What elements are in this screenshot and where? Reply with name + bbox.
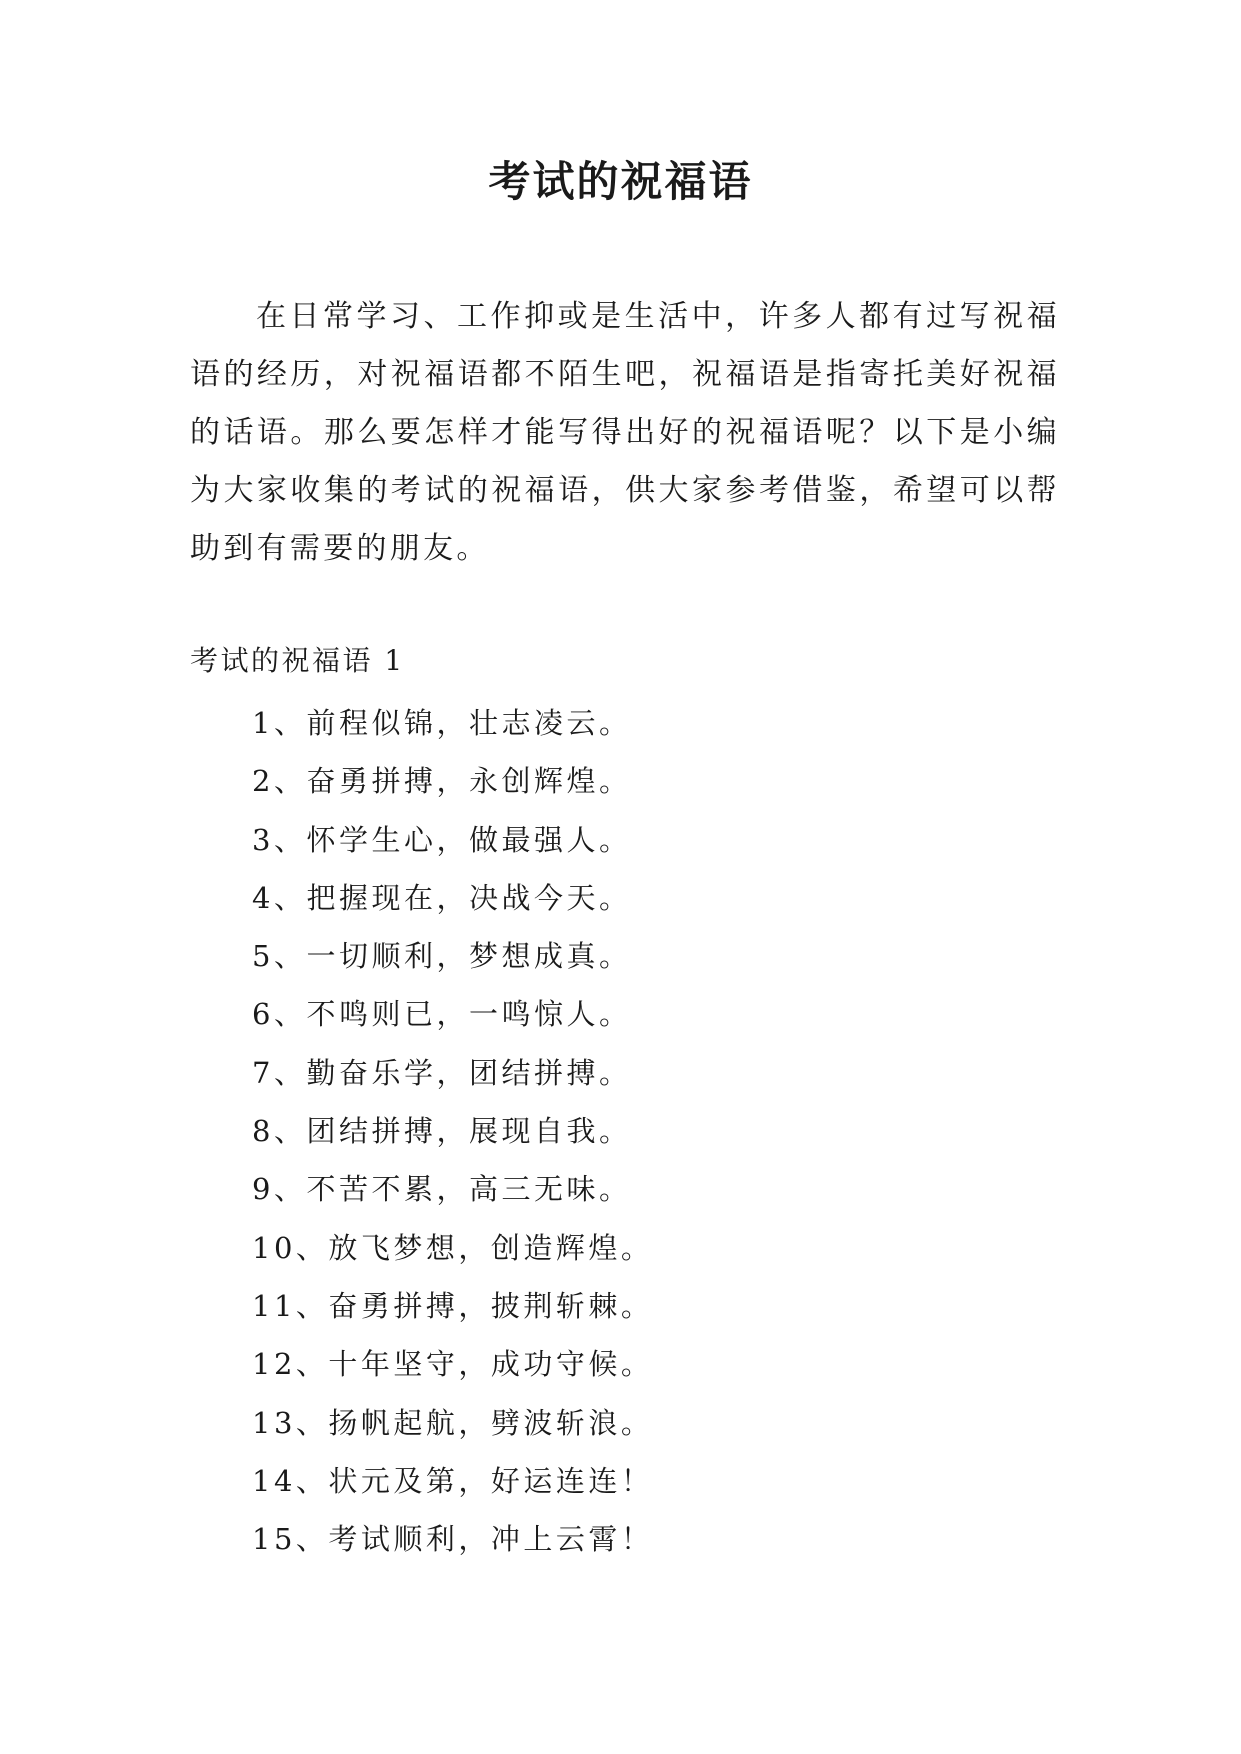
wish-item: 11、奋勇拼搏，披荆斩棘。 <box>252 1288 654 1323</box>
wish-item: 8、团结拼搏，展现自我。 <box>252 1114 632 1149</box>
wish-item: 2、奋勇拼搏，永创辉煌。 <box>252 764 632 799</box>
wish-item: 14、状元及第，好运连连！ <box>252 1463 654 1498</box>
page-title: 考试的祝福语 <box>488 157 753 206</box>
wish-item: 5、一切顺利，梦想成真。 <box>252 939 632 974</box>
intro-paragraph: 在日常学习、工作抑或是生活中，许多人都有过写祝福语的经历，对祝福语都不陌生吧，祝福语是指寄托美好祝福的话语。那么要怎样才能写得出好的祝福语呢？以下是小编为大家收集的考试的祝福语，供大家参考借鉴，希望可以帮助到有需要的朋友。 <box>190 299 1060 566</box>
wish-item: 13、扬帆起航，劈波斩浪。 <box>252 1405 654 1440</box>
wish-item: 1、前程似锦，壮志凌云。 <box>252 706 632 740</box>
wish-item: 3、怀学生心，做最强人。 <box>252 822 632 857</box>
wish-item: 10、放飞梦想，创造辉煌。 <box>252 1230 654 1265</box>
section-heading: 考试的祝福语 1 <box>190 644 405 677</box>
wish-item: 9、不苦不累，高三无味。 <box>252 1172 632 1207</box>
wish-item: 7、勤奋乐学，团结拼搏。 <box>252 1055 632 1090</box>
wish-item: 4、把握现在，决战今天。 <box>252 880 632 915</box>
wish-item: 6、不鸣则已，一鸣惊人。 <box>252 997 632 1032</box>
wish-list <box>252 694 653 1568</box>
wish-item: 15、考试顺利，冲上云霄！ <box>252 1522 654 1557</box>
wish-item: 12、十年坚守，成功守候。 <box>252 1347 654 1382</box>
